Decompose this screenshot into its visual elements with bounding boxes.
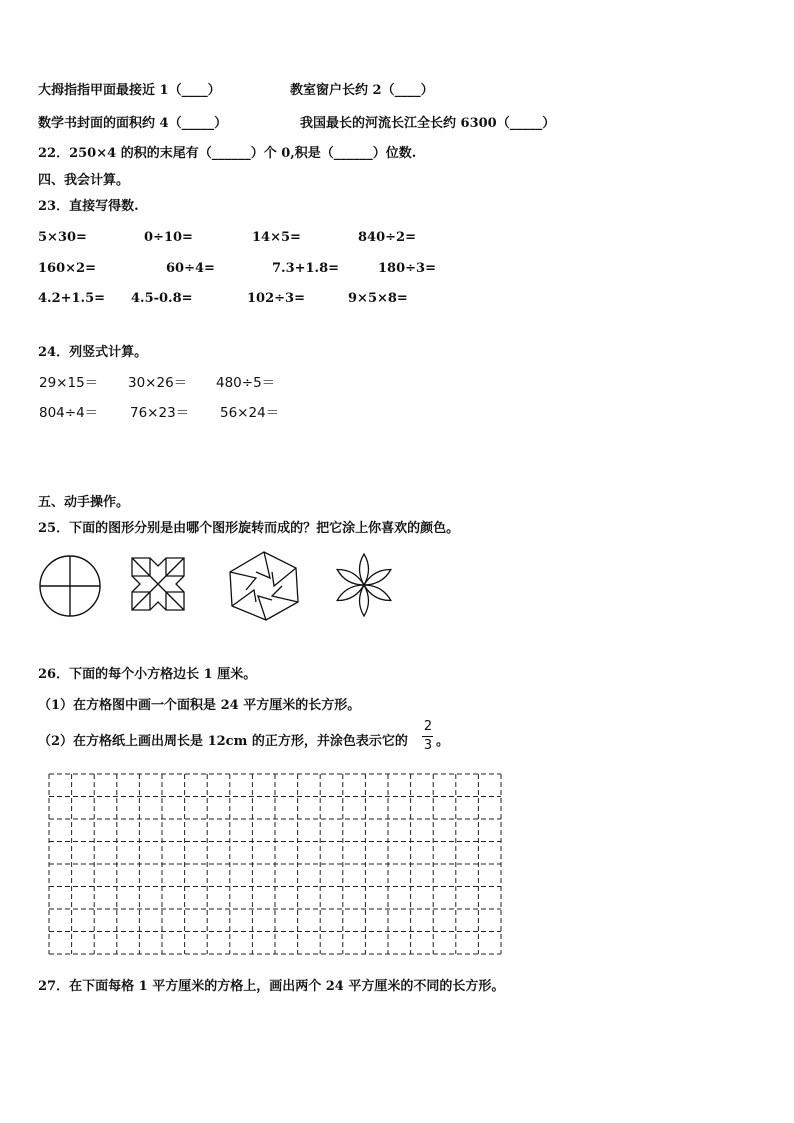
q23-r2-c2: 60÷4= [166,261,215,276]
q22-text: 22．250×4 的积的末尾有（______）个 0,积是（______）位数. [38,146,417,161]
q26-part2: （2）在方格纸上画出周长是 12cm 的正方形，并涂色表示它的 [38,734,408,749]
q24-r2-c1: 804÷4＝ [39,405,99,421]
fraction-numerator: 2 [423,719,433,734]
hexagon-figure [226,550,302,622]
section-5-heading: 五、动手操作。 [38,495,130,510]
q23-r1-c4: 840÷2= [358,230,416,245]
q23-title: 23．直接写得数. [38,199,139,214]
x-shape-figure [130,556,186,612]
flower-figure [330,552,398,618]
section-4-heading: 四、我会计算。 [38,173,130,188]
q24-title: 24．列竖式计算。 [38,345,148,360]
fraction-denominator: 3 [423,738,433,753]
q23-r3-c4: 9×5×8= [348,291,408,306]
fraction-bar [422,736,433,737]
q23-r1-c1: 5×30= [38,230,87,245]
pinwheel-figure [36,552,104,620]
q26-title: 26．下面的每个小方格边长 1 厘米。 [38,667,257,682]
q23-r2-c3: 7.3+1.8= [272,261,340,276]
q23-r3-c1: 4.2+1.5= [38,291,106,306]
q24-r1-c3: 480÷5＝ [216,375,276,391]
q21-item-book-area: 数学书封面的面积约 4（_____） [38,116,228,131]
q21-item-window: 教室窗户长约 2（____） [290,83,434,98]
q21-item-thumbnail: 大拇指指甲面最接近 1（____） [38,83,221,98]
q27-text: 27．在下面每格 1 平方厘米的方格上，画出两个 24 平方厘米的不同的长方形。 [38,979,505,994]
q23-r3-c2: 4.5-0.8= [131,291,193,306]
q24-r2-c2: 76×23＝ [130,405,190,421]
q23-r2-c1: 160×2= [38,261,96,276]
q24-r1-c2: 30×26＝ [128,375,188,391]
q26-part2-end: 。 [436,734,450,749]
q24-r1-c1: 29×15＝ [39,375,99,391]
q21-item-yangtze: 我国最长的河流长江全长约 6300（_____） [300,116,556,131]
dashed-square-grid[interactable] [48,773,502,955]
q25-text: 25．下面的图形分别是由哪个图形旋转而成的？把它涂上你喜欢的颜色。 [38,521,460,536]
q23-r3-c3: 102÷3= [247,291,305,306]
q23-r1-c3: 14×5= [252,230,301,245]
q24-r2-c3: 56×24＝ [220,405,280,421]
q23-r2-c4: 180÷3= [378,261,436,276]
q23-r1-c2: 0÷10= [144,230,193,245]
q26-part1: （1）在方格图中画一个面积是 24 平方厘米的长方形。 [38,698,361,713]
